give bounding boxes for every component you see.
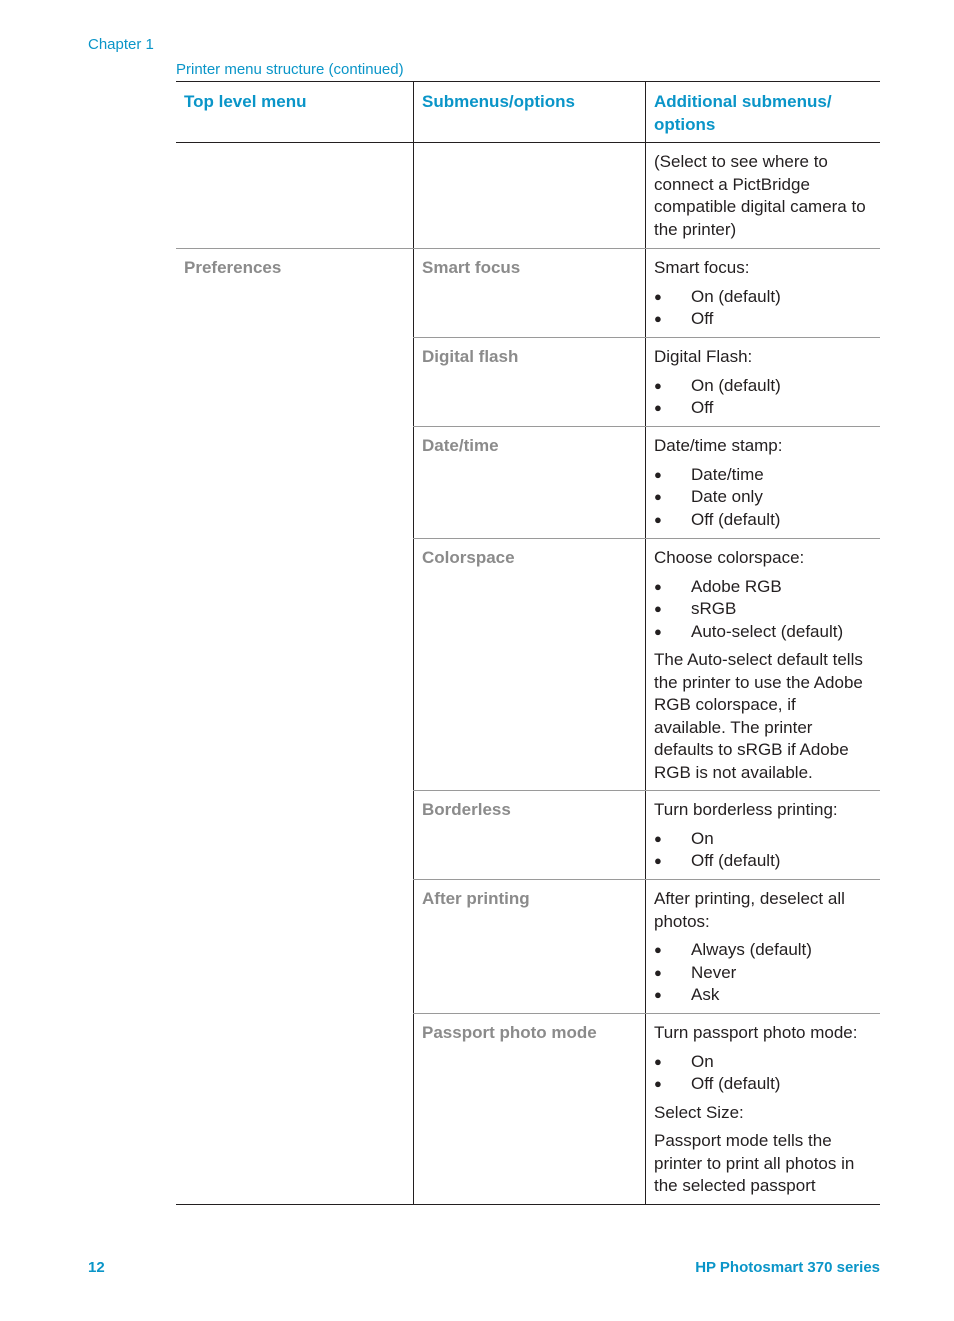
options-note: The Auto-select default tells the printer to use the Adobe RGB colorspace, if available. The printer defaults to sRGB if Adobe RGB is not available. <box>654 650 863 782</box>
options-cell <box>645 880 880 1013</box>
list-item: ● Off (default) <box>654 850 872 873</box>
list-item: ● On <box>654 1051 872 1074</box>
options-list <box>654 464 872 532</box>
options-cell <box>645 427 880 538</box>
options-note: Passport mode tells the printer to print all photos in the selected passport <box>654 1131 855 1195</box>
options-lead: After printing, deselect all photos: <box>654 889 845 931</box>
table-row-pictbridge <box>176 143 880 249</box>
list-item: ● On (default) <box>654 286 872 309</box>
options-lead: Date/time stamp: <box>654 436 783 455</box>
options-list <box>654 286 872 331</box>
column-header-submenus: Submenus/options <box>413 82 645 142</box>
options-list <box>654 1051 872 1096</box>
submenu-label: Digital flash <box>413 338 645 426</box>
list-item: ● Adobe RGB <box>654 576 872 599</box>
table-row <box>413 1014 880 1205</box>
options-lead: Digital Flash: <box>654 347 753 366</box>
options-lead: Turn borderless printing: <box>654 800 838 819</box>
preferences-section <box>176 249 880 1205</box>
table-row <box>413 427 880 539</box>
table-row <box>413 791 880 880</box>
submenu-label: Borderless <box>413 791 645 879</box>
options-lead: Choose colorspace: <box>654 548 805 567</box>
submenu-label: Smart focus <box>413 249 645 337</box>
top-level-menu-preferences: Preferences <box>184 258 282 277</box>
table-row <box>413 539 880 791</box>
list-item: ● On <box>654 828 872 851</box>
options-list <box>654 939 872 1007</box>
footer-title: HP Photosmart 370 series <box>695 1259 880 1276</box>
table-row <box>413 880 880 1014</box>
table-cell-empty <box>413 143 645 248</box>
submenu-label: After printing <box>413 880 645 1013</box>
table-cell-pictbridge-note: (Select to see where to connect a PictBridge compatible digital camera to the printer) <box>645 143 880 248</box>
options-cell <box>645 791 880 879</box>
options-cell <box>645 539 880 790</box>
list-item: ● Never <box>654 962 872 985</box>
list-item: ● Ask <box>654 984 872 1007</box>
page-number: 12 <box>88 1259 105 1276</box>
table-caption: Printer menu structure (continued) <box>176 61 404 78</box>
options-list <box>654 828 872 873</box>
options-cell <box>645 338 880 426</box>
options-cell <box>645 1014 880 1204</box>
preferences-rows <box>413 249 880 1205</box>
table-row <box>413 338 880 427</box>
list-item: ● On (default) <box>654 375 872 398</box>
table-header-row <box>176 81 880 143</box>
list-item: ● Off (default) <box>654 1073 872 1096</box>
list-item: ● Off (default) <box>654 509 872 532</box>
chapter-label: Chapter 1 <box>88 36 154 53</box>
list-item: ● Off <box>654 308 872 331</box>
options-lead: Smart focus: <box>654 258 750 277</box>
preferences-column <box>176 249 413 1205</box>
options-cell <box>645 249 880 337</box>
menu-structure-table <box>176 81 880 1205</box>
table-row <box>413 249 880 338</box>
options-list <box>654 375 872 420</box>
list-item: ● Always (default) <box>654 939 872 962</box>
list-item: ● Auto-select (default) <box>654 621 872 644</box>
column-header-additional: Additional submenus/ options <box>645 82 880 142</box>
options-lead: Turn passport photo mode: <box>654 1023 858 1042</box>
submenu-label: Colorspace <box>413 539 645 790</box>
list-item: ● Off <box>654 397 872 420</box>
submenu-label: Passport photo mode <box>413 1014 645 1204</box>
options-note: Select Size: <box>654 1102 744 1122</box>
list-item: ● Date/time <box>654 464 872 487</box>
options-list <box>654 576 872 644</box>
list-item: ● sRGB <box>654 598 872 621</box>
submenu-label: Date/time <box>413 427 645 538</box>
list-item: ● Date only <box>654 486 872 509</box>
table-cell-empty <box>176 143 413 248</box>
column-header-top-level: Top level menu <box>184 92 307 111</box>
